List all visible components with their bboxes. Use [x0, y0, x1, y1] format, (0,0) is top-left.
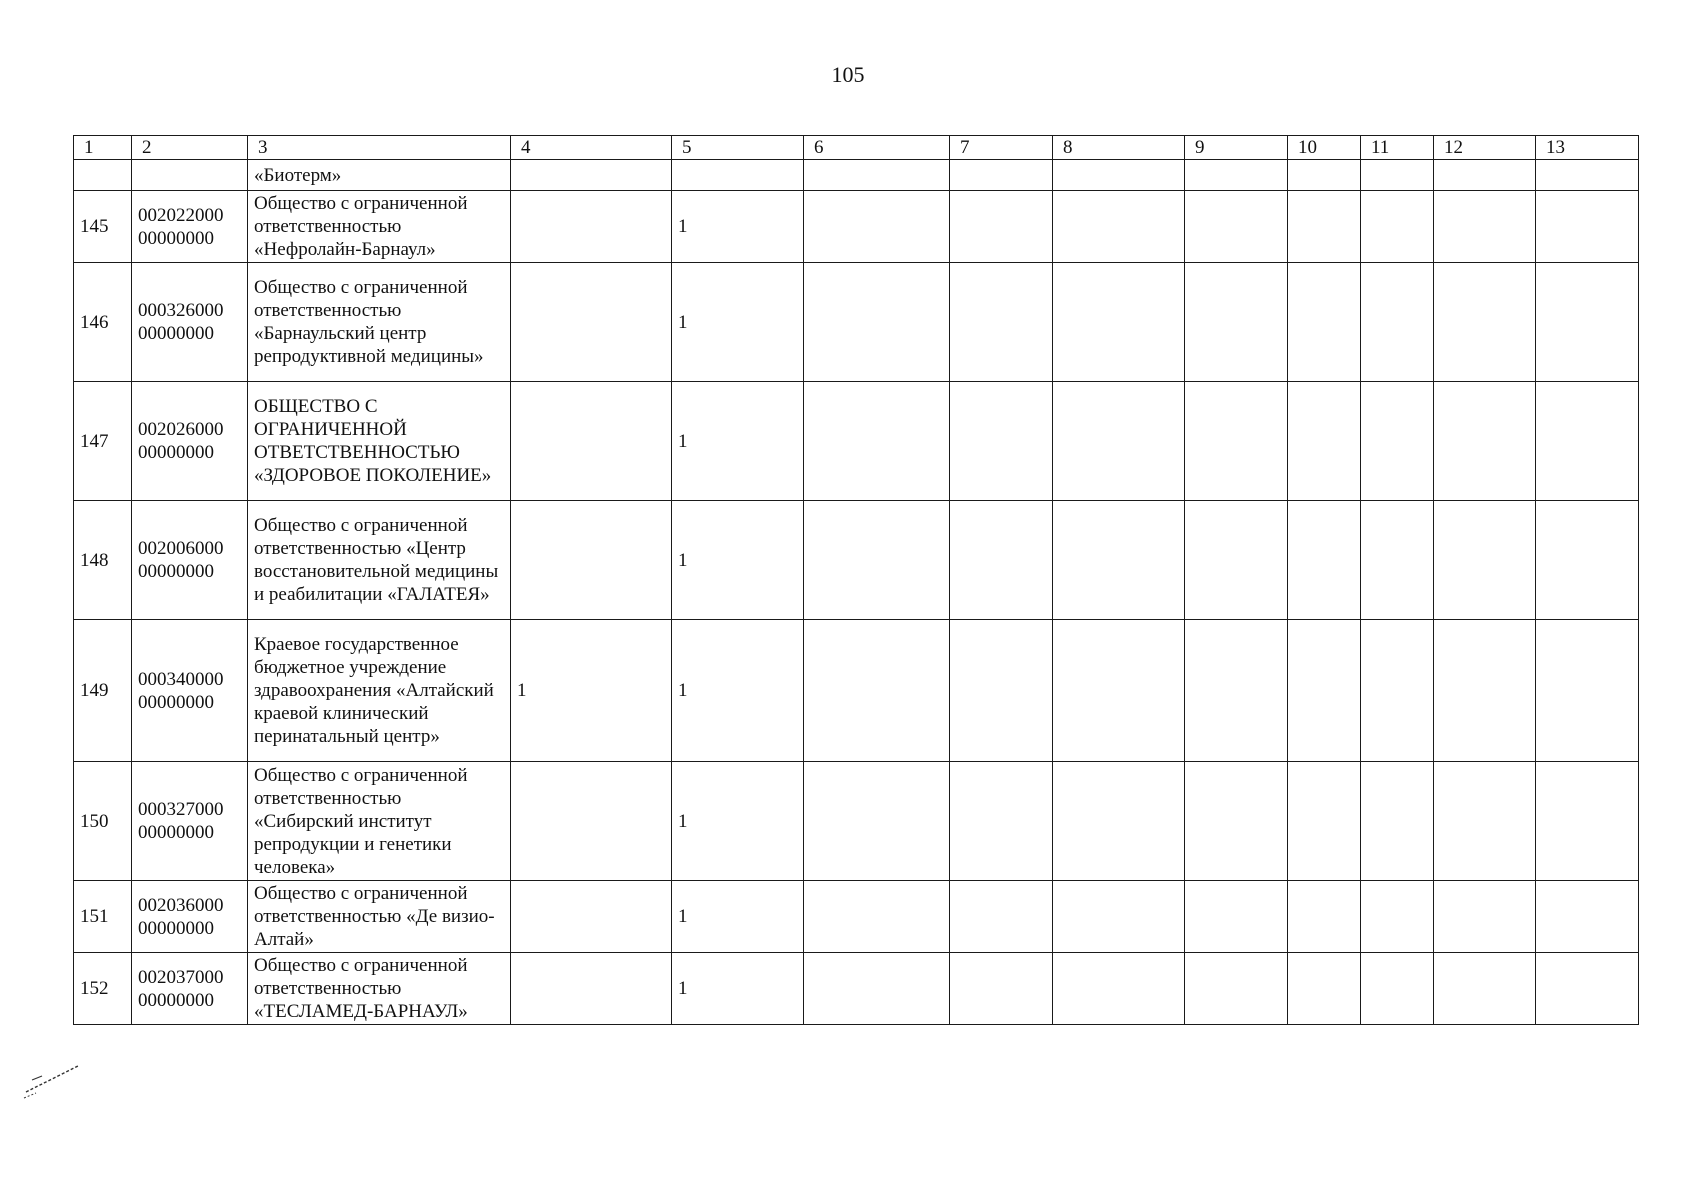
table-row [74, 382, 1639, 501]
empty-cell [1536, 160, 1639, 191]
empty-cell [804, 881, 950, 953]
column-number: 11 [1361, 136, 1434, 160]
empty-cell [1288, 382, 1361, 501]
empty-cell [804, 762, 950, 881]
empty-cell [1434, 953, 1536, 1025]
empty-cell [1185, 191, 1288, 263]
empty-cell [1053, 191, 1185, 263]
table-row [74, 501, 1639, 620]
empty-cell [950, 953, 1053, 1025]
table-row [74, 953, 1639, 1025]
column-number-row [74, 136, 1639, 160]
empty-cell [804, 382, 950, 501]
empty-cell [1434, 191, 1536, 263]
empty-cell [1434, 762, 1536, 881]
empty-cell [1053, 382, 1185, 501]
empty-cell [1361, 191, 1434, 263]
empty-cell [1185, 160, 1288, 191]
empty-cell [1361, 762, 1434, 881]
empty-cell [804, 191, 950, 263]
column-5-cell: 1 [672, 881, 804, 953]
empty-cell [950, 881, 1053, 953]
empty-cell [1361, 382, 1434, 501]
empty-cell [950, 382, 1053, 501]
handwritten-mark-icon [22, 1062, 82, 1102]
row-number-cell [74, 160, 132, 191]
empty-cell [1185, 762, 1288, 881]
empty-cell [1288, 501, 1361, 620]
empty-cell [1361, 263, 1434, 382]
row-number-cell: 150 [74, 762, 132, 881]
empty-cell [1288, 263, 1361, 382]
empty-cell [1053, 881, 1185, 953]
organization-name-cell: ОБЩЕСТВО С ОГРАНИЧЕННОЙ ОТВЕТСТВЕННОСТЬЮ «ЗДОРОВОЕ ПОКОЛЕНИЕ» [248, 382, 511, 501]
column-number: 12 [1434, 136, 1536, 160]
row-number-cell: 148 [74, 501, 132, 620]
code-cell: 000327000 00000000 [132, 762, 248, 881]
empty-cell [1053, 953, 1185, 1025]
column-number: 4 [511, 136, 672, 160]
table-row [74, 191, 1639, 263]
row-number-cell: 145 [74, 191, 132, 263]
empty-cell [1536, 762, 1639, 881]
continuation-row [74, 160, 1639, 191]
empty-cell [804, 501, 950, 620]
column-number: 5 [672, 136, 804, 160]
empty-cell [1361, 620, 1434, 762]
page-number: 105 [831, 62, 865, 87]
row-number-cell: 151 [74, 881, 132, 953]
column-5-cell: 1 [672, 501, 804, 620]
table-row [74, 762, 1639, 881]
column-5-cell: 1 [672, 191, 804, 263]
empty-cell [804, 263, 950, 382]
empty-cell [1434, 382, 1536, 501]
row-number-cell: 146 [74, 263, 132, 382]
empty-cell [1536, 191, 1639, 263]
code-cell: 002037000 00000000 [132, 953, 248, 1025]
code-cell: 000326000 00000000 [132, 263, 248, 382]
column-4-cell [511, 881, 672, 953]
code-cell: 002026000 00000000 [132, 382, 248, 501]
code-cell [132, 160, 248, 191]
column-number: 10 [1288, 136, 1361, 160]
organization-name-cell: Общество с ограниченной ответственностью «Центр восстановительной медицины и реабилитации «ГАЛАТЕЯ» [248, 501, 511, 620]
organizations-table [73, 135, 1639, 1025]
empty-cell [950, 160, 1053, 191]
column-number: 2 [132, 136, 248, 160]
empty-cell [1185, 263, 1288, 382]
empty-cell [804, 953, 950, 1025]
row-number-cell: 149 [74, 620, 132, 762]
organization-name-cell: Общество с ограниченной ответственностью «Барнаульский центр репродуктивной медицины» [248, 263, 511, 382]
empty-cell [1288, 953, 1361, 1025]
code-cell: 000340000 00000000 [132, 620, 248, 762]
empty-cell [950, 501, 1053, 620]
empty-cell [1434, 160, 1536, 191]
empty-cell [1185, 881, 1288, 953]
empty-cell [1185, 382, 1288, 501]
empty-cell [1536, 881, 1639, 953]
empty-cell [1053, 160, 1185, 191]
empty-cell [1288, 191, 1361, 263]
empty-cell [1288, 620, 1361, 762]
column-5-cell: 1 [672, 263, 804, 382]
empty-cell [1288, 160, 1361, 191]
column-number: 6 [804, 136, 950, 160]
empty-cell [950, 263, 1053, 382]
empty-cell [1434, 620, 1536, 762]
column-5-cell: 1 [672, 620, 804, 762]
column-number: 8 [1053, 136, 1185, 160]
column-4-cell: 1 [511, 620, 672, 762]
organization-name-cell: Общество с ограниченной ответственностью «Сибирский институт репродукции и генетики человека» [248, 762, 511, 881]
column-4-cell [511, 382, 672, 501]
empty-cell [1185, 953, 1288, 1025]
table-row [74, 881, 1639, 953]
empty-cell [1361, 953, 1434, 1025]
empty-cell [1434, 501, 1536, 620]
column-5-cell: 1 [672, 762, 804, 881]
column-5-cell: 1 [672, 953, 804, 1025]
empty-cell [1434, 881, 1536, 953]
empty-cell [1434, 263, 1536, 382]
organization-name-cell: Общество с ограниченной ответственностью «ТЕСЛАМЕД-БАРНАУЛ» [248, 953, 511, 1025]
empty-cell [1288, 881, 1361, 953]
empty-cell [1053, 263, 1185, 382]
organization-name-cell: «Биотерм» [248, 160, 511, 191]
empty-cell [1053, 501, 1185, 620]
empty-cell [1053, 620, 1185, 762]
column-number: 1 [74, 136, 132, 160]
empty-cell [804, 620, 950, 762]
column-number: 9 [1185, 136, 1288, 160]
empty-cell [804, 160, 950, 191]
empty-cell [950, 620, 1053, 762]
empty-cell [1361, 160, 1434, 191]
empty-cell [1361, 501, 1434, 620]
column-number: 3 [248, 136, 511, 160]
column-4-cell [511, 191, 672, 263]
column-4-cell [511, 953, 672, 1025]
column-number: 13 [1536, 136, 1639, 160]
table-body [74, 136, 1639, 1025]
code-cell: 002022000 00000000 [132, 191, 248, 263]
organization-name-cell: Краевое государственное бюджетное учреждение здравоохранения «Алтайский краевой клинический перинатальный центр» [248, 620, 511, 762]
empty-cell [672, 160, 804, 191]
empty-cell [1536, 501, 1639, 620]
empty-cell [1536, 382, 1639, 501]
empty-cell [1536, 620, 1639, 762]
empty-cell [1361, 881, 1434, 953]
column-4-cell [511, 501, 672, 620]
empty-cell [1288, 762, 1361, 881]
table-row [74, 620, 1639, 762]
empty-cell [1185, 620, 1288, 762]
organization-name-cell: Общество с ограниченной ответственностью «Нефролайн-Барнаул» [248, 191, 511, 263]
row-number-cell: 152 [74, 953, 132, 1025]
empty-cell [1185, 501, 1288, 620]
column-5-cell: 1 [672, 382, 804, 501]
column-number: 7 [950, 136, 1053, 160]
table-row [74, 263, 1639, 382]
empty-cell [1053, 762, 1185, 881]
empty-cell [511, 160, 672, 191]
column-4-cell [511, 263, 672, 382]
row-number-cell: 147 [74, 382, 132, 501]
empty-cell [950, 762, 1053, 881]
empty-cell [950, 191, 1053, 263]
empty-cell [1536, 953, 1639, 1025]
column-4-cell [511, 762, 672, 881]
code-cell: 002036000 00000000 [132, 881, 248, 953]
organization-name-cell: Общество с ограниченной ответственностью «Де визио-Алтай» [248, 881, 511, 953]
code-cell: 002006000 00000000 [132, 501, 248, 620]
empty-cell [1536, 263, 1639, 382]
